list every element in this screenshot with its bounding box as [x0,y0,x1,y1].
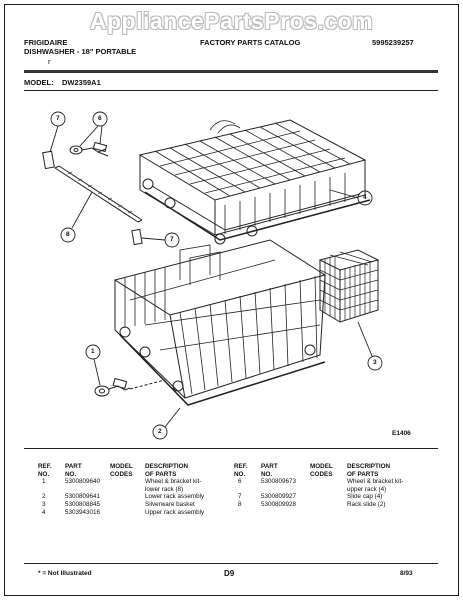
cell-codes [110,478,145,493]
lower-wheel-kit-drawing [95,379,165,396]
exploded-parts-diagram [20,100,440,445]
cell-ref: 3 [42,500,46,508]
col-ref: REF. NO. [38,463,52,478]
parts-table-left [38,463,228,516]
page-number: D9 [224,569,235,578]
upper-wheel-kit-drawing [70,143,108,156]
col-ref: REF. NO. [234,463,248,478]
col-part: PART NO. [261,463,278,478]
cell-ref: 7 [238,493,242,501]
cell-part: 5300809673 [261,478,297,486]
cell-ref: 8 [238,500,242,508]
cell-part: 5300809640 [65,478,101,486]
callout-4: 4 [363,194,367,201]
revision-date: 8/93 [400,570,413,577]
callout-7-bottom: 7 [170,236,174,243]
catalog-title: FACTORY PARTS CATALOG [200,38,301,47]
callout-8: 8 [66,231,70,238]
cell-ref: 2 [42,493,46,501]
table-row [234,501,434,509]
cell-part: 5300809927 [261,493,297,501]
header-rule [24,70,438,73]
cell-desc: Rack slide (2) [347,500,386,508]
table-row [38,501,228,509]
cell-desc: Slide cap (4) [347,493,383,501]
cell-part: 5300809928 [261,500,297,508]
model-rule [24,90,438,91]
cell-codes [310,478,347,493]
product-name: DISHWASHER - 18" PORTABLE [24,47,137,56]
cell-part: 5300809641 [65,493,101,501]
col-part: PART NO. [65,463,82,478]
cell-ref: 1 [42,478,46,486]
callout-6: 6 [98,115,102,122]
table-row [38,493,228,501]
footer-rule [24,563,438,564]
cell-codes [110,493,145,501]
cell-ref: 6 [238,478,242,486]
col-desc: DESCRIPTION OF PARTS [145,463,189,478]
silverware-basket-drawing [320,250,378,322]
cell-desc: Silverware basket [145,500,195,508]
diagram-code: E1406 [392,430,411,437]
table-rule [24,448,438,449]
cell-codes [310,493,347,501]
callout-7-top: 7 [56,115,60,122]
cell-codes [110,501,145,509]
cell-ref: 4 [42,508,46,516]
col-codes: MODEL CODES [310,463,333,478]
stray-mark: r [48,57,51,66]
table-row [234,478,434,493]
watermark: AppliancePartsPros.com [89,8,374,34]
table-row [38,509,228,517]
table-row [38,478,228,493]
cell-part: 5303943016 [65,508,101,516]
model-value: DW2359A1 [62,78,101,87]
cell-desc: Upper rack assembly [145,508,205,516]
col-codes: MODEL CODES [110,463,133,478]
slide-cap-drawing [43,151,142,244]
col-desc: DESCRIPTION OF PARTS [347,463,391,478]
callout-2: 2 [158,428,162,435]
footnote: * = Not Illustrated [38,570,92,577]
cell-codes [110,509,145,517]
parts-table-right [234,463,434,509]
cell-desc: Wheel & bracket kit- upper rack (4) [347,478,404,493]
callout-1: 1 [91,348,95,355]
catalog-number: 5995239257 [372,38,414,47]
model-label: MODEL: [24,78,54,87]
brand-name: FRIGIDAIRE [24,38,68,47]
table-row [234,493,434,501]
rack-slide-drawing [55,166,142,222]
cell-desc: Wheel & bracket kit- lower rack (8) [145,478,202,493]
callout-3: 3 [373,359,377,366]
lower-rack-drawing [115,240,325,405]
cell-part: 5300808845 [65,500,101,508]
cell-codes [310,501,347,509]
upper-rack-drawing [140,120,370,244]
cell-desc: Lower rack assembly [145,493,205,501]
